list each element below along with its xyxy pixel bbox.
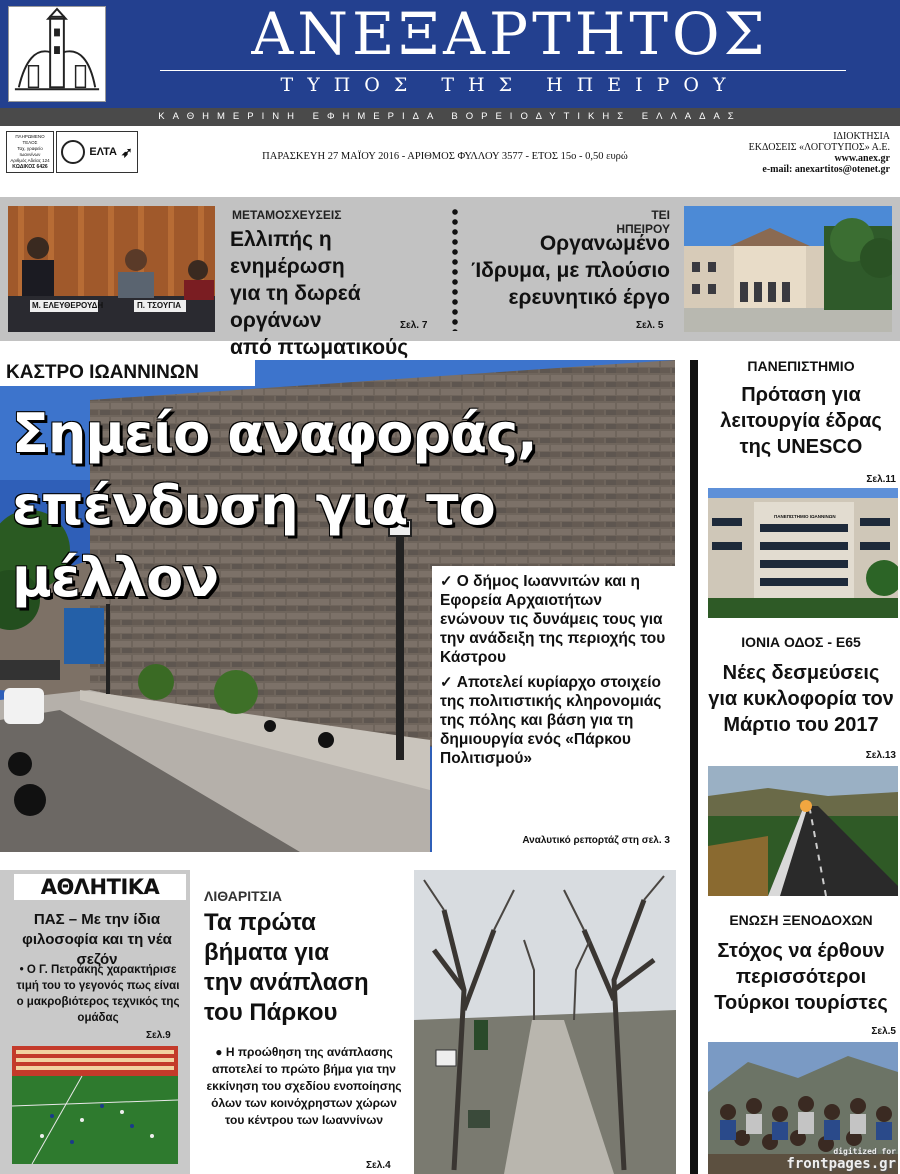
- sports-headline[interactable]: ΠΑΣ – Με την ίδια φιλοσοφία και τη νέα σεζόν: [22, 911, 172, 968]
- main-story-bullets: [432, 566, 676, 852]
- owner-line: ΕΚΔΟΣΕΙΣ «ΛΟΓΟΤΥΠΟΣ» Α.Ε.: [748, 142, 890, 153]
- column-divider: [690, 360, 698, 1174]
- right-kicker: ΙΟΝΙΑ ΟΔΟΣ - Ε65: [741, 634, 861, 650]
- postage-line: ΚΩΔΙΚΟΣ 6426: [12, 164, 48, 170]
- headline-line: λειτουργία έδρας: [720, 410, 882, 432]
- sports-kicker: ΑΘΛΗΤΙΚΑ: [14, 874, 186, 900]
- headline-line: του Πάρκου: [204, 999, 338, 1026]
- elta-badge: [56, 131, 138, 173]
- right-kicker: ΠΑΝΕΠΙΣΤΗΜΙΟ: [747, 358, 855, 374]
- teaser-kicker: ΤΕΙ ΗΠΕΙΡΟΥ: [616, 208, 670, 236]
- postage-line: Ιωαννίνων: [19, 152, 41, 157]
- litharitsia-kicker: ΛΙΘΑΡΙΤΣΙΑ: [204, 888, 283, 904]
- headline-line: ερευνητικό έργο: [508, 286, 670, 309]
- page-ref: Σελ.9: [146, 1030, 171, 1041]
- website-link[interactable]: www.anex.gr: [834, 153, 890, 164]
- masthead-rule: [160, 70, 846, 71]
- page-ref: Σελ. 7: [400, 320, 428, 331]
- litharitsia-headline[interactable]: [204, 908, 404, 1028]
- tei-building-photo: [684, 206, 892, 332]
- headline-line: Στόχος να έρθουν: [717, 940, 885, 962]
- headline-line: Τα πρώτα: [204, 909, 316, 936]
- headline-line: Νέες δεσμεύσεις: [722, 662, 880, 684]
- park-trees-photo: [414, 870, 676, 1174]
- teaser-kicker: ΜΕΤΑΜΟΣΧΕΥΣΕΙΣ: [232, 208, 342, 222]
- headline-line: Πρόταση για: [741, 384, 861, 406]
- owner-line: ΙΔΙΟΚΤΗΣΙΑ: [833, 131, 890, 142]
- check-icon: ✓: [440, 674, 457, 691]
- hermes-icon: ➶: [120, 143, 133, 160]
- watermark-small: digitized for: [833, 1147, 896, 1156]
- highway-photo: [708, 766, 898, 896]
- page-ref: Σελ.13: [865, 750, 896, 761]
- postage-line: Ταχ. γραφείο: [17, 146, 43, 151]
- page-ref: Σελ.11: [866, 474, 896, 485]
- headline-line: Οργανωμένο: [539, 232, 670, 255]
- newspaper-logo: [8, 6, 106, 102]
- transplant-panel-photo: [8, 206, 215, 332]
- building-sign: ΠΑΝΕΠΙΣΤΗΜΙΟ ΙΩΑΝΝΙΝΩΝ: [774, 514, 836, 519]
- right-headline[interactable]: [708, 660, 894, 738]
- email-link[interactable]: e-mail: anexartitos@otenet.gr: [762, 164, 890, 175]
- headline-line: Τούρκοι τουρίστες: [714, 992, 888, 1014]
- check-icon: ✓: [440, 573, 457, 590]
- newspaper-subtitle: ΤΥΠΟΣ ΤΗΣ ΗΠΕΙΡΟΥ: [280, 74, 740, 96]
- headline-line: από πτωματικούς: [230, 336, 409, 359]
- university-photo: [708, 488, 898, 618]
- bullet-item: [440, 572, 670, 667]
- right-headline[interactable]: [708, 382, 894, 460]
- headline-line: Ίδρυμα, με πλούσιο: [471, 259, 670, 282]
- bullet-text: Αποτελεί κυρίαρχο στοιχείο της πολιτιστικής κληρονομιάς της πόλης και βάση για τη δημιουργία ενός «Πάρκου Πολιτισμού»: [440, 674, 662, 767]
- headline-line: της UNESCO: [739, 436, 863, 458]
- postage-line: ΠΛΗΡΩΜΕΝΟ ΤΕΛΟΣ: [15, 134, 45, 145]
- headline-line: Ελλιπής η ενημέρωση: [230, 228, 345, 278]
- headline-line: για κυκλοφορία τον: [708, 688, 894, 710]
- headline-line: περισσότεροι: [735, 966, 867, 988]
- headline-line: για τη δωρεά οργάνων: [230, 282, 361, 332]
- football-match-photo: [12, 1046, 178, 1164]
- publisher-info: [720, 131, 890, 175]
- dateline: ΠΑΡΑΣΚΕΥΗ 27 ΜΑΪΟΥ 2016 - ΑΡΙΘΜΟΣ ΦΥΛΛΟΥ 3577 - ΕΤΟΣ 15ο - 0,50 ευρώ: [262, 151, 628, 162]
- teaser-headline[interactable]: [470, 230, 670, 311]
- page-ref: Σελ. 5: [636, 320, 664, 331]
- page-ref: Σελ.5: [871, 1026, 896, 1037]
- headline-line: την ανάπλαση: [204, 969, 369, 996]
- newspaper-title: ΑΝΕΞΑΡΤΗΤΟΣ: [251, 0, 769, 68]
- right-headline[interactable]: [708, 938, 894, 1016]
- bullet-item: [440, 673, 670, 768]
- headline-line: βήματα για: [204, 939, 329, 966]
- photo-caption: Π. ΤΣΟΥΓΙΑ: [137, 301, 182, 310]
- watermark: [786, 1146, 896, 1170]
- headline-line: επένδυση για το μέλλον: [12, 474, 495, 609]
- headline-line: Μάρτιο του 2017: [723, 714, 879, 736]
- seal-icon: [61, 140, 85, 164]
- right-kicker: ΕΝΩΣΗ ΞΕΝΟΔΟΧΩΝ: [729, 912, 873, 928]
- litharitsia-bullet: ● Η προώθηση της ανάπλασης αποτελεί το πρώτο βήμα για την εκκίνηση του σχεδίου ενοποίησης όλων των κοινόχρηστων χώρων του κέντρου των Ιωαννίνων: [206, 1045, 402, 1127]
- elta-label: ΕΛΤΑ: [89, 146, 117, 158]
- headline-line: Σημείο αναφοράς,: [12, 402, 537, 465]
- postage-line: Αριθμός Αδείας 124: [10, 158, 50, 163]
- masthead-strap: ΚΑΘΗΜΕΡΙΝΗ ΕΦΗΜΕΡΙΔΑ ΒΟΡΕΙΟΔΥΤΙΚΗΣ ΕΛΛΑΔΑΣ: [0, 108, 900, 126]
- masthead: [0, 0, 900, 108]
- report-ref[interactable]: Αναλυτικό ρεπορτάζ στη σελ. 3: [522, 835, 670, 846]
- dotted-separator: [452, 207, 458, 331]
- sports-bullet: • Ο Γ. Πετράκης χαρακτήρισε τιμή του το γεγονός πως είναι ο μακροβιότερος τεχνικός της ομάδας: [16, 964, 180, 1024]
- page-ref: Σελ.4: [366, 1160, 391, 1171]
- watermark-main: frontpages.gr: [786, 1156, 896, 1172]
- postage-box: [6, 131, 54, 173]
- main-story-kicker: ΚΑΣΤΡΟ ΙΩΑΝΝΙΝΩΝ: [0, 360, 255, 386]
- photo-caption: Μ. ΕΛΕΥΘΕΡΟΥΔΗ: [32, 301, 104, 310]
- bullet-text: Ο δήμος Ιωαννιτών και η Εφορεία Αρχαιοτήτων ενώνουν τις δυνάμεις τους για την ανάδειξη της περιοχής του Κάστρου: [440, 573, 666, 666]
